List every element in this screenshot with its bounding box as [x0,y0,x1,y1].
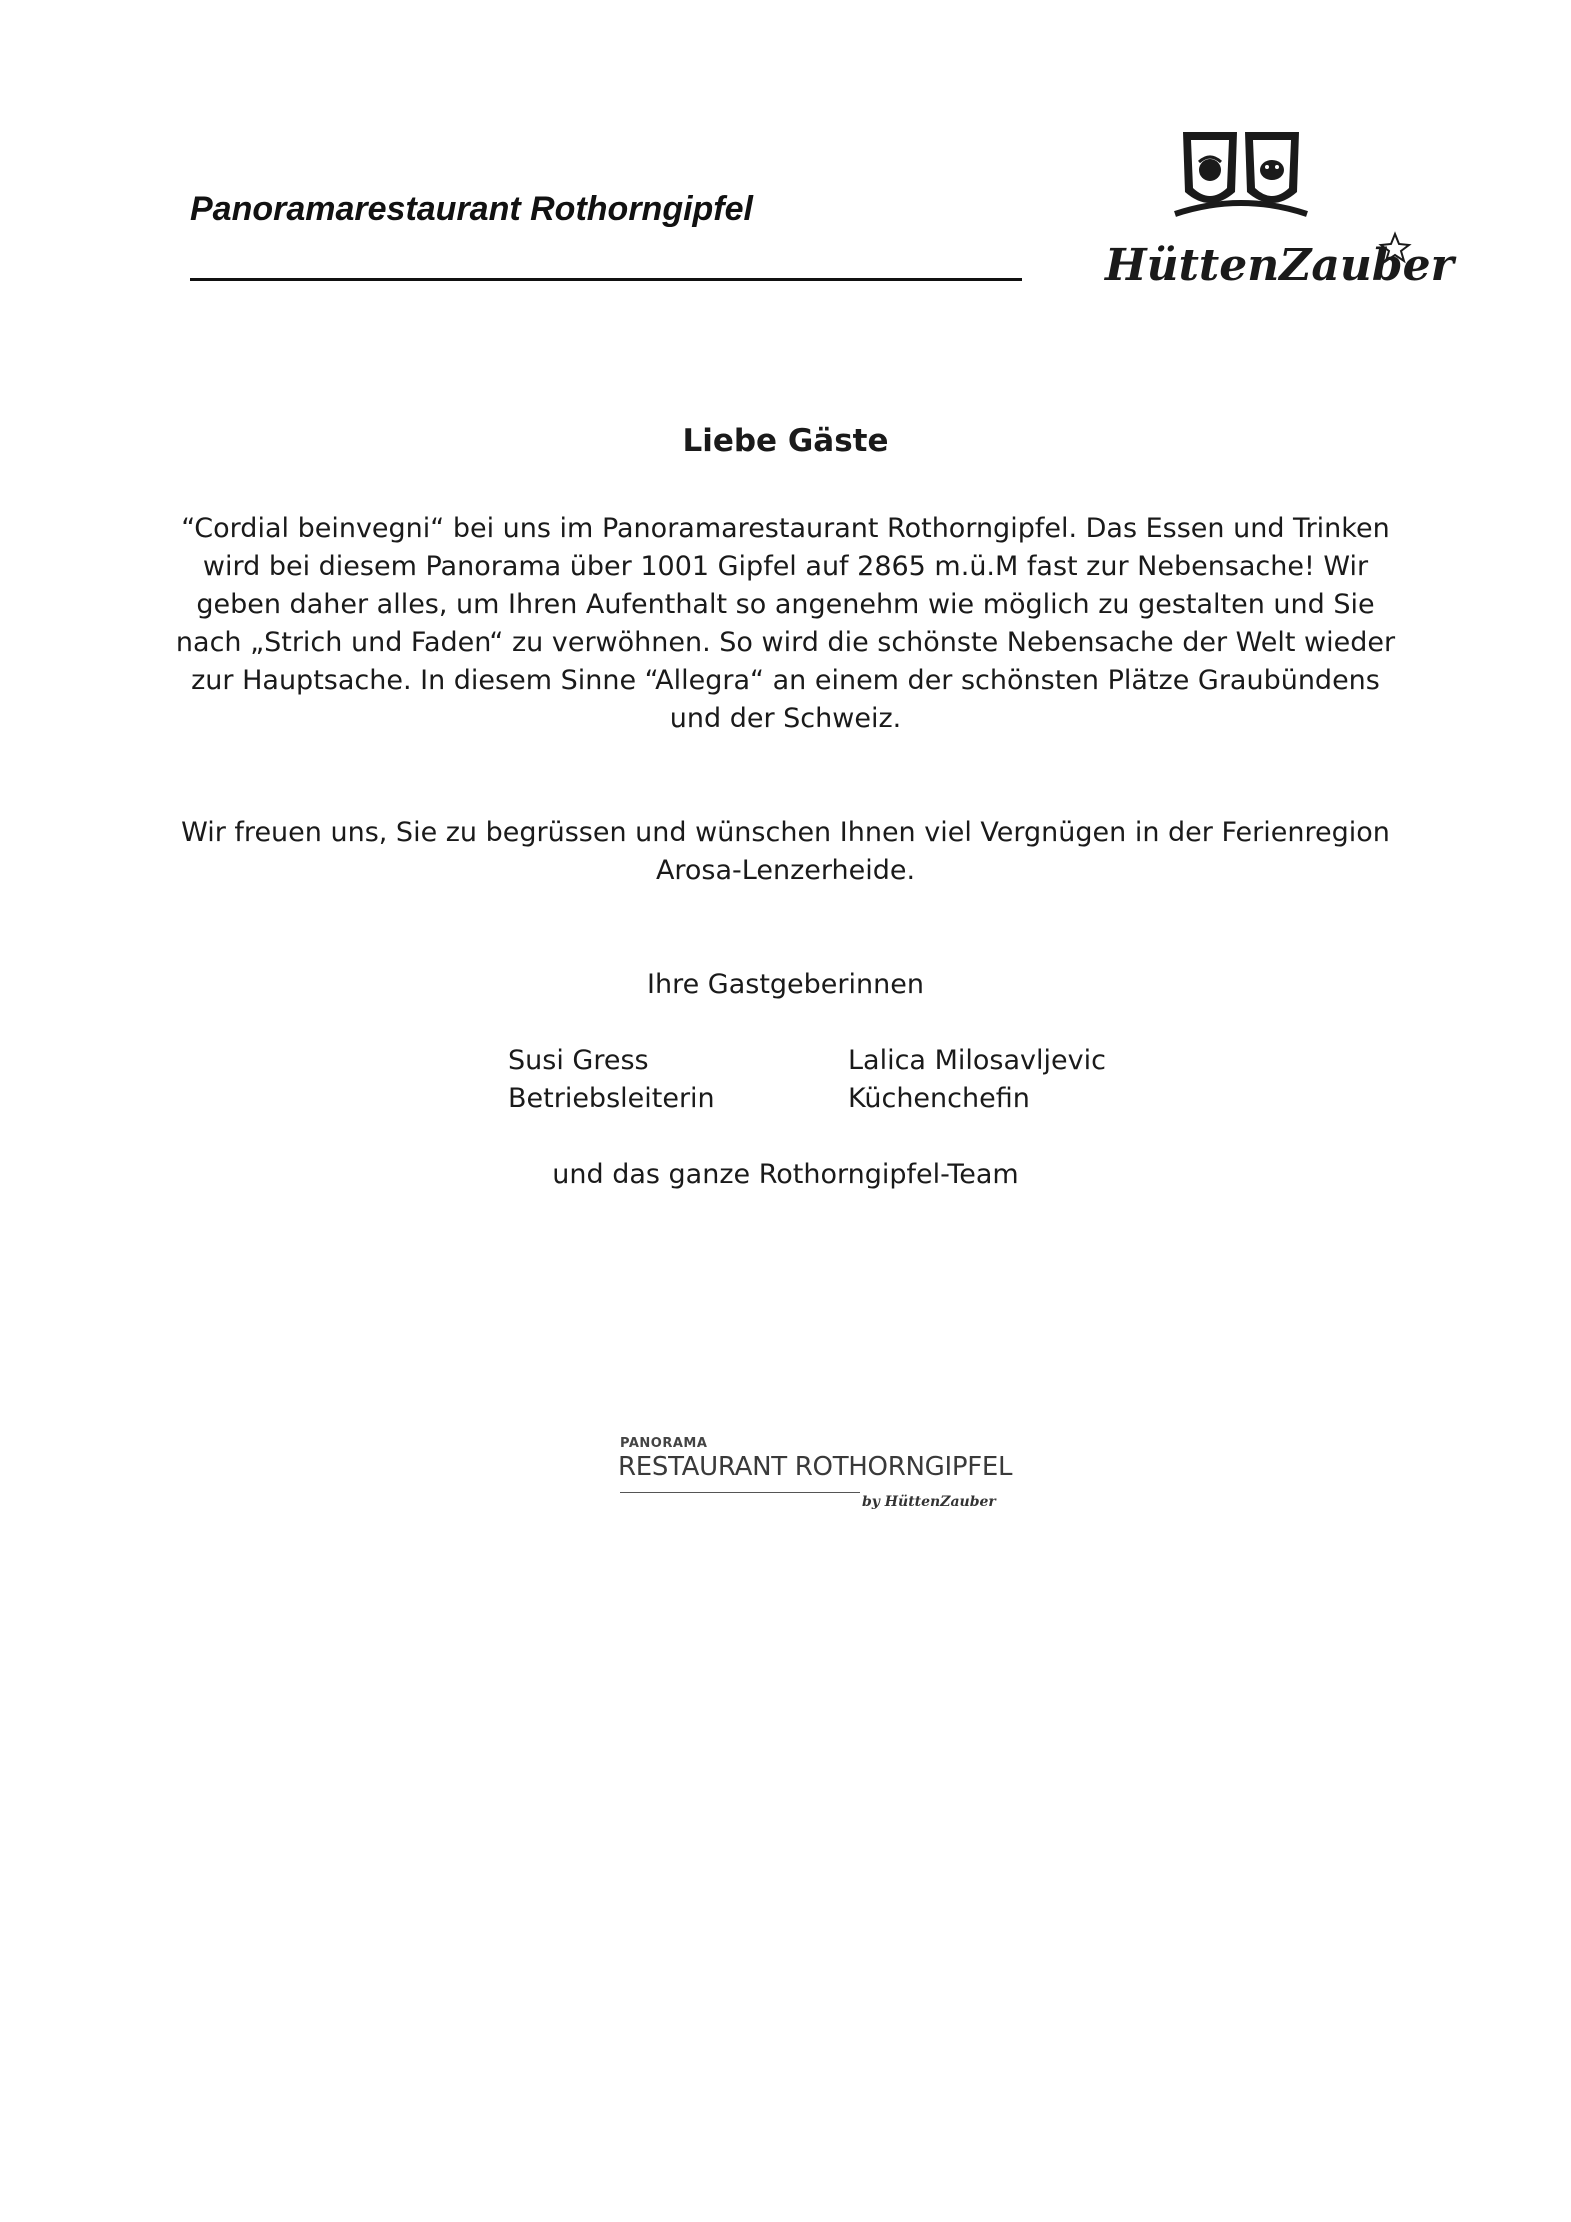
footer-restaurant-logo [614,1436,1013,1526]
logo-wordmark: HüttenZauber [1105,240,1454,291]
footer-logo-big: RESTAURANT ROTHORNGIPFEL [618,1452,1013,1482]
footer-logo-small: PANORAMA [620,1436,708,1451]
welcome-paragraph: “Cordial beinvegni“ bei uns im Panoramarestaurant Rothorngipfel. Das Essen und Trinken wird bei diesem Panorama über 1001 Gipfel auf 2865 m.ü.M fast zur Nebensache! Wir geben daher alles, um Ihren Aufenthalt so angenehm wie möglich zu gestalten und Sie nach „Strich und Faden“ zu verwöhnen. So wird die schönste Nebensache der Welt wieder zur Hauptsache. In diesem Sinne “Allegra“ an einem der schönsten Plätze Graubündens und der Schweiz. [175,513,1396,734]
greeting: Liebe Gäste [682,423,889,459]
signature-host2 [848,1042,1106,1118]
huettenzauber-logo [1095,122,1454,322]
host2-role: Küchenchefin [848,1083,1030,1114]
footer-logo-line [620,1492,860,1493]
footer-by-logo [862,1482,996,1522]
host2-name: Lalica Milosavljevic [848,1045,1106,1076]
closing-paragraph: Wir freuen uns, Sie zu begrüssen und wünschen Ihnen viel Vergnügen in der Ferienregion Arosa-Lenzerheide. [181,817,1390,886]
svg-text:by HüttenZauber: by HüttenZauber [862,1494,996,1510]
header-divider [190,278,1022,281]
team-signoff: und das ganze Rothorngipfel-Team [552,1159,1019,1190]
host1-role: Betriebsleiterin [508,1083,715,1114]
host1-name: Susi Gress [508,1045,649,1076]
hosts-intro: Ihre Gastgeberinnen [647,969,924,1000]
signature-host1 [508,1042,715,1118]
shield-right-icon [1245,132,1299,203]
shield-left-icon [1183,132,1237,203]
page-title: Panoramarestaurant Rothorngipfel [190,190,753,228]
